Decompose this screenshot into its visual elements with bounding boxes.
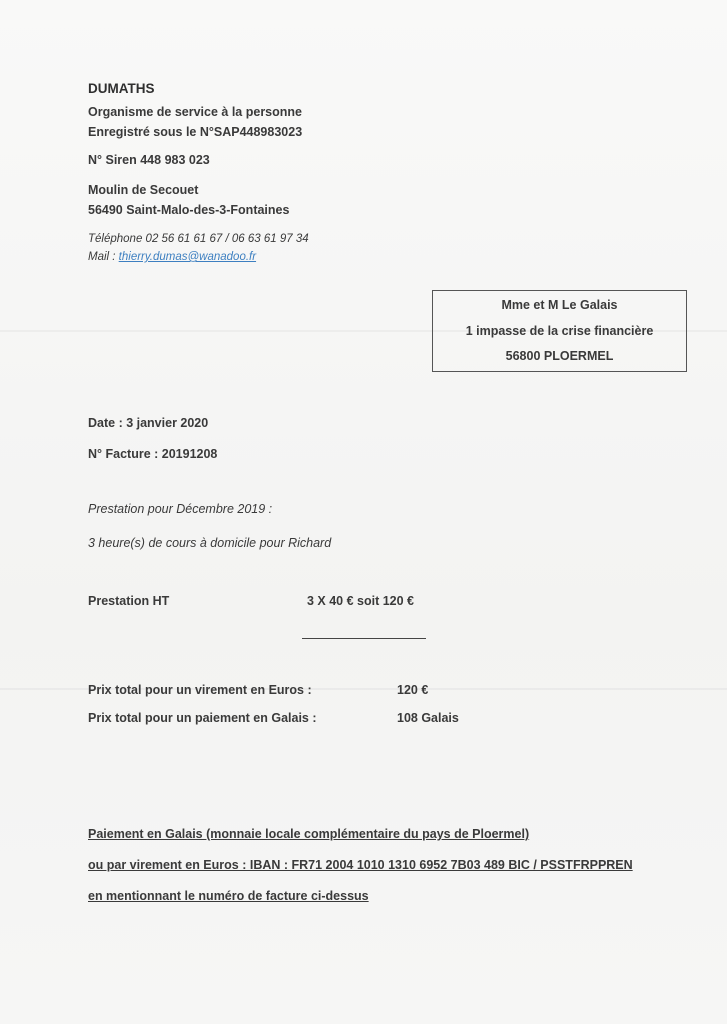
total-galais-value: 108 Galais (397, 711, 459, 725)
recipient-box (432, 290, 687, 372)
prestation-ht-label: Prestation HT (88, 594, 170, 608)
prestation-description: 3 heure(s) de cours à domicile pour Richard (88, 536, 332, 550)
invoice-number: N° Facture : 20191208 (88, 447, 218, 461)
recipient-street: 1 impasse de la crise financière (465, 324, 654, 338)
payment-line-galais: Paiement en Galais (monnaie locale complémentaire du pays de Ploermel) (88, 827, 530, 841)
sender-mail (88, 249, 256, 265)
total-euro-value: 120 € (397, 683, 429, 697)
sender-registration: Enregistré sous le N°SAP448983023 (88, 125, 303, 139)
sender-address-line1: Moulin de Secouet (88, 183, 199, 197)
sender-phone: Téléphone 02 56 61 61 67 / 06 63 61 97 34 (88, 233, 309, 245)
recipient-city: 56800 PLOERMEL (505, 349, 614, 363)
mail-link[interactable]: thierry.dumas@wanadoo.fr (118, 251, 257, 263)
sender-name: DUMATHS (88, 81, 155, 96)
invoice-date: Date : 3 janvier 2020 (88, 416, 209, 430)
prestation-ht-calculation: 3 X 40 € soit 120 € (307, 594, 415, 608)
mail-label: Mail : (88, 251, 119, 263)
sender-siren: N° Siren 448 983 023 (88, 153, 210, 167)
sender-address-line2: 56490 Saint-Malo-des-3-Fontaines (88, 203, 290, 217)
sender-description: Organisme de service à la personne (88, 105, 302, 119)
total-euro-label: Prix total pour un virement en Euros : (88, 683, 312, 697)
total-galais-label: Prix total pour un paiement en Galais : (88, 711, 317, 725)
payment-line-reference: en mentionnant le numéro de facture ci-dessus (88, 889, 369, 903)
prestation-title: Prestation pour Décembre 2019 : (88, 502, 273, 516)
payment-line-iban: ou par virement en Euros : IBAN : FR71 2004 1010 1310 6952 7B03 489 BIC / PSSTFRPPREN (88, 858, 633, 872)
separator-line (302, 638, 426, 639)
recipient-name: Mme et M Le Galais (501, 298, 618, 312)
